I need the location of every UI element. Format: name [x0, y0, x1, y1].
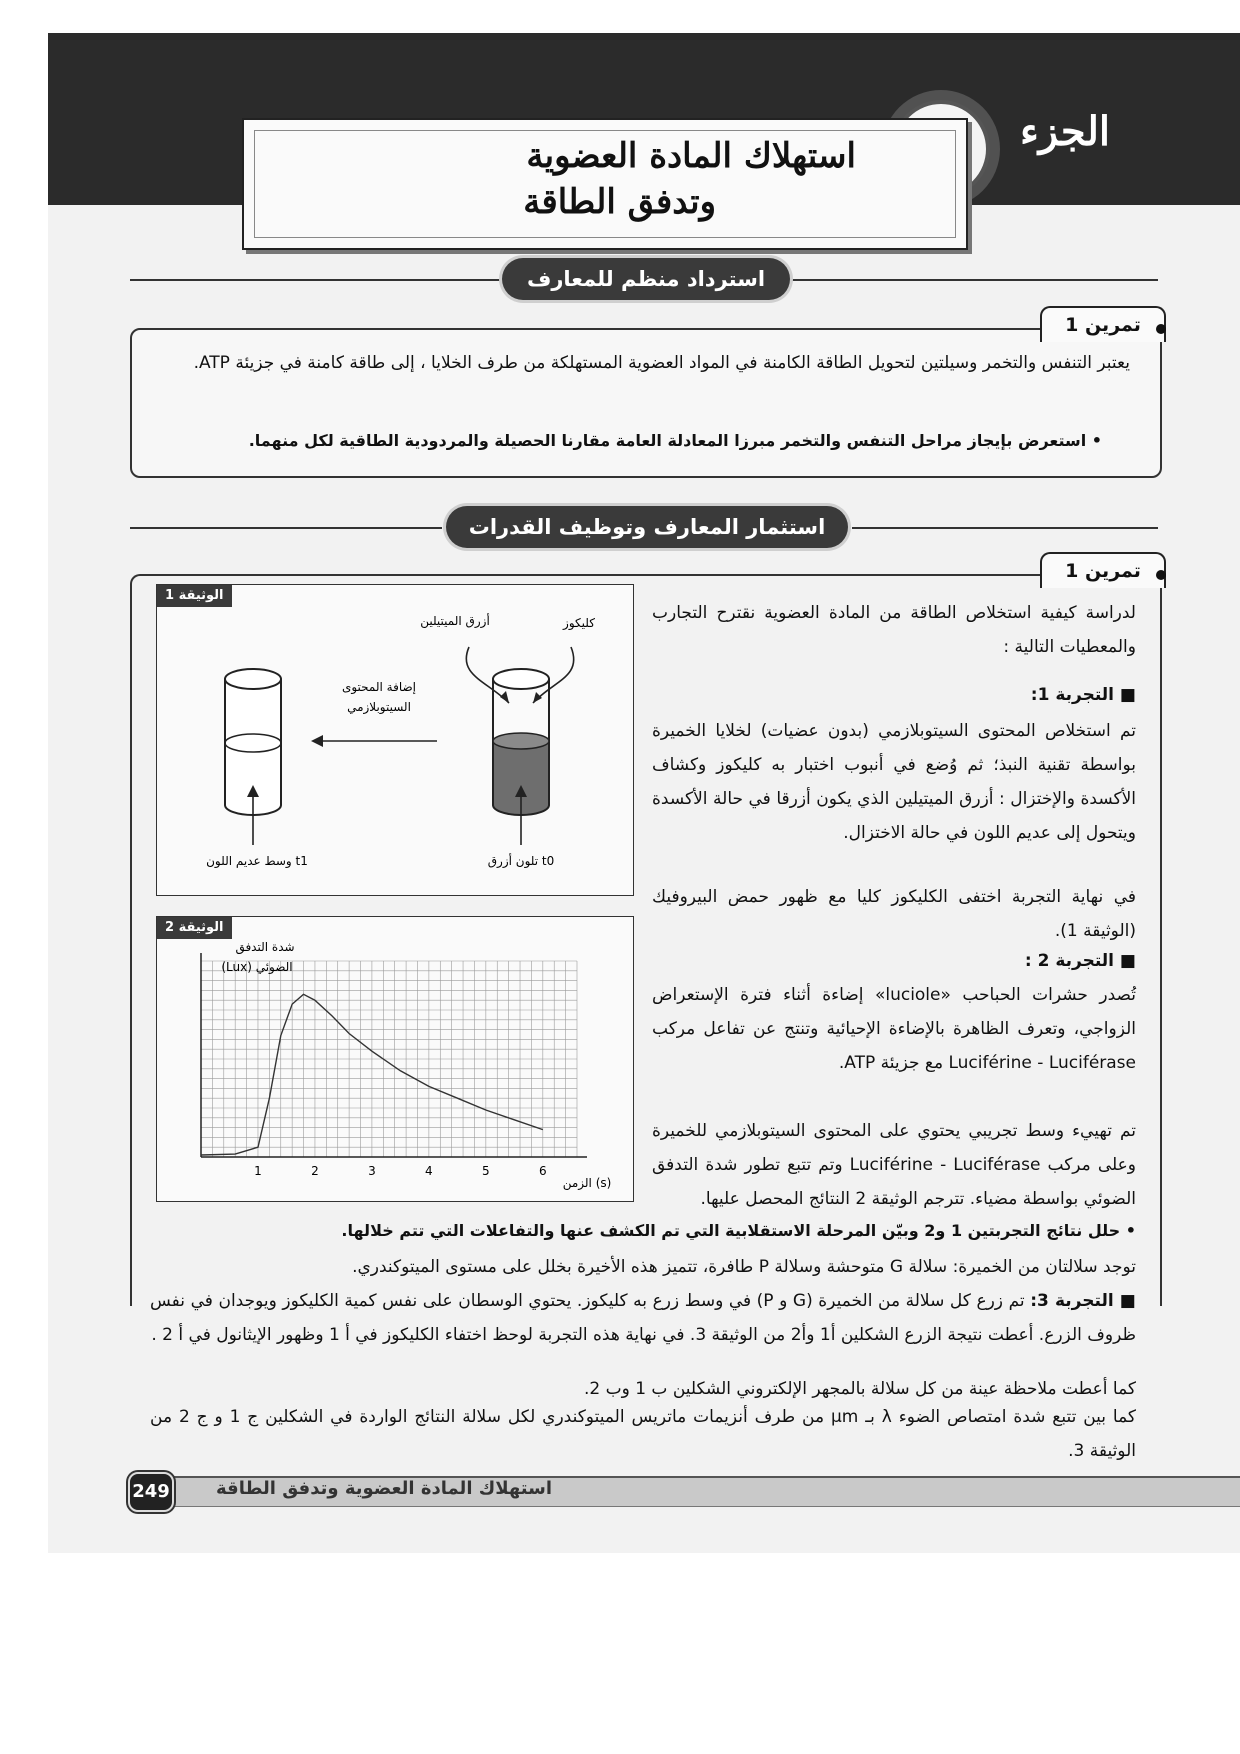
- section2-rule-right: [852, 527, 1158, 529]
- section2-intro: لدراسة كيفية استخلاص الطاقة من المادة العضوية نقترح التجارب والمعطيات التالية :: [652, 603, 1136, 657]
- experiment1-text: تم استخلاص المحتوى السيتوبلازمي (بدون عضيات) لخلايا الخميرة بواسطة تقنية النبذ؛ ثم وُضع في أنبوب اختبار به كليكوز وكشاف الأكسدة والإختزال : أزرق الميتيلين الذي يكون أزرقا في حالة الأكسدة ويتحول إلى عديم اللون في حالة الاختزال.: [652, 721, 1136, 843]
- exercise-box-1: [130, 328, 1162, 478]
- section2-rule-left: [130, 527, 442, 529]
- section2-exercise-tab: تمرين 1: [1040, 552, 1166, 588]
- yeast-strains-text: توجد سلالتان من الخميرة: سلالة G متوحشة وسلالة P طافرة، تتميز هذه الأخيرة بخلل على مستوى الميتوكندري.: [352, 1257, 1136, 1277]
- experiment3-heading: ■ التجربة 3:: [1030, 1291, 1136, 1311]
- section1-title: استرداد منظم للمعارف: [502, 258, 790, 300]
- experiment2-heading: ■ التجربة 2 :: [1024, 951, 1136, 971]
- experiment1-result: في نهاية التجربة اختفى الكليكوز كليا مع ظهور حمض البيروفيك (الوثيقة 1).: [652, 887, 1136, 941]
- chart-grid: [201, 961, 577, 1157]
- experiment2-text: تُصدر حشرات الحباحب «luciole» إضاءة أثناء فترة الإستعراض الزواجي، وتعرف الظاهرة بالإضاءة الإحيائية وتنتج عن تفاعل مركب Luciférine - Luciférase مع جزيئة ATP.: [652, 985, 1136, 1073]
- section1-task: • استعرض بإيجاز مراحل التنفس والتخمر مبرزا المعادلة العامة مقارنا الحصيلة والمردودية الطاقية لكل منهما.: [248, 431, 1102, 450]
- x-tick-label: 6: [538, 1164, 547, 1178]
- chapter-title-box: [242, 118, 968, 250]
- page-number: 249: [128, 1472, 174, 1512]
- experiment3-text: [150, 1284, 1136, 1352]
- footer-running-title: استهلاك المادة العضوية وتدفق الطاقة: [216, 1478, 553, 1499]
- experiment3-line-2: كما أعطت ملاحظة عينة من كل سلالة بالمجهر الإلكتروني الشكلين ب 1 وب 2.: [583, 1379, 1136, 1399]
- add-content-label-1: إضافة المحتوى: [341, 680, 417, 694]
- chapter-title-line-1: استهلاك المادة العضوية: [526, 136, 856, 176]
- document-2-label: الوثيقة 2: [157, 917, 232, 939]
- section2-tab-dot: [1156, 570, 1166, 580]
- question-1: • حلل نتائج التجربتين 1 و2 وبيّن المرحلة الاستقلابية التي تم الكشف عنها والتفاعلات التي تتم خلالها.: [341, 1221, 1136, 1240]
- document-2-chart: [156, 916, 634, 1202]
- section1-tab-dot: [1156, 324, 1166, 334]
- document-1-drawing: [157, 585, 633, 895]
- x-tick-label: 2: [311, 1164, 319, 1178]
- add-content-label-2: السيتوبلازمي: [347, 700, 411, 714]
- section1-intro: يعتبر التنفس والتخمر وسيلتين لتحويل الطاقة الكامنة في المواد العضوية المستهلكة من طرف الخلايا ، إلى طاقة كامنة في جزيئة ATP.: [193, 353, 1130, 373]
- section1-rule-left: [130, 279, 500, 281]
- chapter-title-line-2: وتدفق الطاقة: [523, 182, 716, 222]
- chart-axes: [201, 953, 587, 1157]
- methylene-blue-label: أزرق الميتيلين: [420, 614, 490, 628]
- experiment3-line-3: كما بين تتبع شدة امتصاص الضوء λ بـ µm من طرف أنزيمات ماتريس الميتوكندري لكل سلالة النتائج الواردة في الشكلين ج 1 و ج 2 من الوثيقة 3.: [150, 1407, 1136, 1461]
- document-1-label: الوثيقة 1: [157, 585, 232, 607]
- experiment3-body: تم زرع كل سلالة من الخميرة (G و P) في وسط زرع به كليكوز. يحتوي الوسطان على نفس كمية الكليكوز ويوجدان في نفس ظروف الزرع. أعطت نتيجة الزرع الشكلين أ1 وأ2 من الوثيقة 3. في نهاية هذه التجربة لوحظ اختفاء الكليكوز في أ 1 وظهور الإيثانول في أ 2 .: [150, 1291, 1136, 1345]
- section1-exercise-tab: تمرين 1: [1040, 306, 1166, 342]
- document-1-figure: [156, 584, 634, 896]
- x-tick-label: 4: [425, 1164, 433, 1178]
- y-axis-label-1: شدة التدفق: [235, 940, 295, 954]
- x-axis-label: الزمن (s): [562, 1176, 612, 1190]
- section1-rule-right: [792, 279, 1158, 281]
- x-tick-labels: [254, 1164, 546, 1178]
- x-tick-label: 1: [254, 1164, 262, 1178]
- y-axis-label-2: (Lux) الضوئي: [221, 960, 293, 974]
- section2-title: استثمار المعارف وتوظيف القدرات: [446, 506, 848, 548]
- x-tick-label: 5: [482, 1164, 490, 1178]
- experiment2-text-2: تم تهييء وسط تجريبي يحتوي على المحتوى السيتوبلازمي للخميرة وعلى مركب Luciférine - Luciférase وتم تتبع تطور شدة التدفق الضوئي بواسطة مضياء. تترجم الوثيقة 2 النتائج المحصل عليها.: [652, 1121, 1136, 1209]
- part-label: الجزء: [1020, 108, 1110, 155]
- document-2-plot: [157, 917, 633, 1201]
- t0-label: تلون أزرق t0: [487, 854, 555, 868]
- x-tick-label: 3: [368, 1164, 376, 1178]
- experiment1-heading: ■ التجربة 1:: [1030, 685, 1136, 705]
- t1-label: وسط عديم اللون t1: [206, 854, 308, 868]
- glucose-label: كليكوز: [563, 616, 595, 630]
